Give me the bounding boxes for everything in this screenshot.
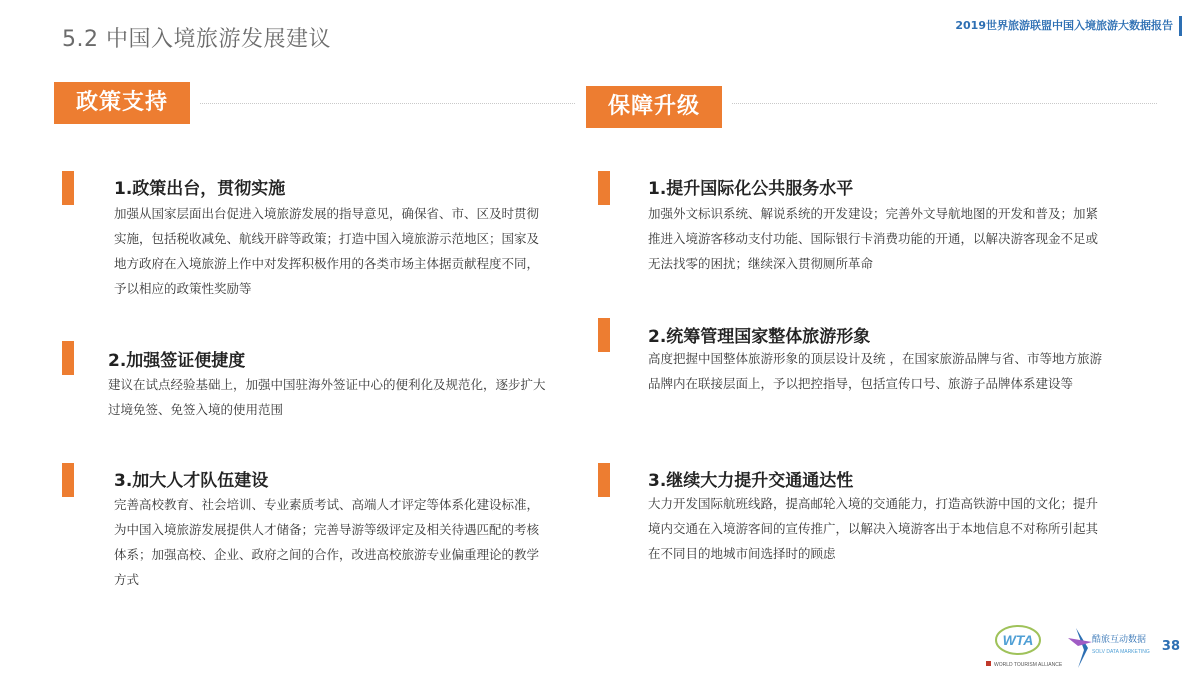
item-body: 完善高校教育、社会培训、专业素质考试、高端人才评定等体系化建设标准，为中国入境旅游发展提供人才储备；完善导游等级评定及相关待遇匹配的考核体系；加强高校、企业、政府之间的合作，改进高校旅游专业偏重理论的教学方式: [114, 497, 540, 587]
report-title: 2019世界旅游联盟中国入境旅游大数据报告: [955, 19, 1173, 32]
item-marker: [598, 463, 610, 497]
report-title-bar: [1179, 16, 1182, 36]
item-marker: [598, 171, 610, 205]
guarantee-item-3: [598, 463, 1118, 573]
policy-item-2: [62, 341, 552, 431]
section-divider-right: [732, 103, 1157, 104]
page-title: 5.2 中国入境旅游发展建议: [62, 27, 331, 52]
section-divider-left: [200, 103, 575, 104]
partner-logo: [1068, 628, 1150, 668]
guarantee-item-2: [598, 318, 1118, 428]
item-marker: [62, 341, 74, 375]
item-body: 加强外文标识系统、解说系统的开发建设；完善外文导航地图的开发和普及；加紧推进入境游客移动支付功能、国际银行卡消费功能的开通，以解决游客现金不足或无法找零的困扰；继续深入贯彻厕所革命: [648, 206, 1099, 271]
item-heading: 2.加强签证便捷度: [108, 351, 246, 371]
partner-caption: SOLV DATA MARKETING: [1092, 649, 1150, 655]
item-heading: 2.统筹管理国家整体旅游形象: [648, 327, 871, 347]
policy-item-3: [62, 463, 552, 603]
partner-logo-text: 酷旅互动数据: [1092, 635, 1147, 645]
wta-logo: [986, 626, 1063, 668]
item-body: 大力开发国际航班线路，提高邮轮入境的交通能力，打造高铁游中国的文化；提升境内交通在入境游客间的宣传推广，以解决入境游客出于本地信息不对称所引起其在不同目的地城市间选择时的顾虑: [648, 496, 1099, 561]
guarantee-item-1: [598, 171, 1118, 281]
item-body: 建议在试点经验基础上，加强中国驻海外签证中心的便利化及规范化，逐步扩大过境免签、免签入境的使用范围: [108, 377, 546, 417]
item-heading: 3.加大人才队伍建设: [114, 471, 269, 491]
wta-caption: WORLD TOURISM ALLIANCE: [994, 662, 1063, 668]
item-body: 加强从国家层面出台促进入境旅游发展的指导意见，确保省、市、区及时贯彻实施，包括税收减免、航线开辟等政策；打造中国入境旅游示范地区；国家及地方政府在入境旅游上作中对发挥积极作用的各类市场主体据贡献程度不同，予以相应的政策性奖励等: [114, 206, 540, 296]
item-marker: [62, 463, 74, 497]
footer-logos: [980, 620, 1150, 670]
page-number: 38: [1161, 639, 1180, 654]
item-heading: 1.提升国际化公共服务水平: [648, 179, 854, 199]
item-heading: 1.政策出台，贯彻实施: [114, 179, 286, 199]
item-marker: [62, 171, 74, 205]
item-heading: 3.继续大力提升交通通达性: [648, 471, 854, 491]
wta-logo-text: WTA: [1002, 632, 1034, 648]
partner-logos: [980, 620, 1150, 670]
policy-item-1: [62, 171, 552, 301]
section-tag-policy: 政策支持: [54, 82, 190, 124]
item-body: 高度把握中国整体旅游形象的顶层设计及统 ，在国家旅游品牌与省、市等地方旅游品牌内在联接层面上，予以把控指导，包括宣传口号、旅游子品牌体系建设等: [648, 351, 1102, 391]
item-marker: [598, 318, 610, 352]
section-tag-guarantee: 保障升级: [586, 86, 722, 128]
